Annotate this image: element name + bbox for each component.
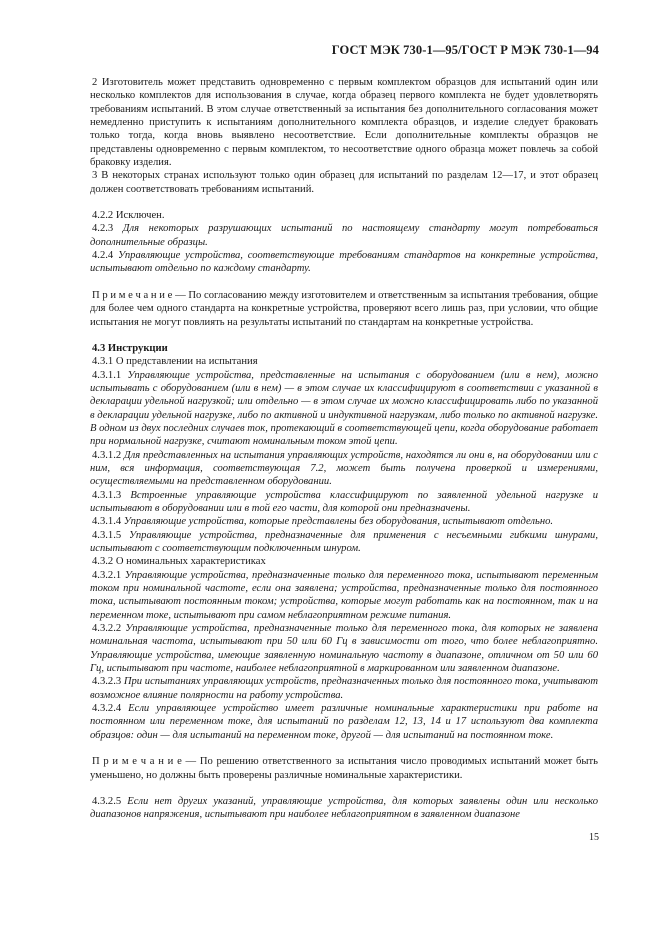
note-text: — По согласованию между изготовителем и ответственным за испытания требования, общие для более чем одного стандарта на конкретные устройства, проверяют всего лишь раз, при условии, что общие испытания не могут повлиять на результаты испытаний по стандартам на конкретные устройства. <box>90 289 598 328</box>
clause-number: 4.3.1.1 <box>92 369 122 381</box>
clause-4-2-4 <box>90 249 598 276</box>
clause-4-3-1-2 <box>90 449 598 489</box>
clause-text: Управляющие устройства, предназначенные для применения с несъемными гибкими шнурами, испытывают с соответствующим подключенным шнуром. <box>90 529 598 554</box>
clause-4-3-1-4 <box>90 515 598 528</box>
clause-text: Управляющие устройства, предназначенные только для переменного тока, испытывают переменным током при номинальной частоте, если она заявлена; устройства, предназначенные только для постоянного тока, испытывают постоянным током; устройства, которые могут работать как на постоянном, так и на переменном токе, испытывают при самом неблагоприятном режиме питания. <box>90 569 598 621</box>
clause-text: При испытаниях управляющих устройств, предназначенных только для постоянного тока, учитывают возможное влияние полярности на работу устройства. <box>90 676 598 701</box>
page-header: ГОСТ МЭК 730-1—95/ГОСТ Р МЭК 730-1—94 <box>331 43 599 57</box>
note-3: 3 В некоторых странах используют только один образец для испытаний по разделам 12—17, и этот образец должен соответствовать требованиям испытаний. <box>90 170 598 195</box>
clause-number: 4.2.4 <box>92 250 114 262</box>
clause-4-3-2-4 <box>90 702 598 742</box>
clause-text: Управляющие устройства, предназначенные только для переменного тока, для которых не заявлена номинальная частота, испытывают при 50 или 60 Гц в зависимости от того, что более неблагоприятно. Управляющие устройства, имеющие заявленную номинальную частоту в диапазоне, отличном от 50 или 60 Гц, испытывают при частоте, наиболее неблагоприятной в маркированном или заявленном диапазоне. <box>90 623 599 675</box>
clause-4-3-1-3 <box>90 489 598 516</box>
clause-number: 4.3.2.2 <box>92 623 122 635</box>
clause-number: 4.3.1.5 <box>92 529 122 541</box>
clause-4-3-2-2 <box>90 622 598 675</box>
clause-number: 4.3.1 <box>92 356 114 368</box>
clause-number: 4.3.1.3 <box>92 489 122 501</box>
clause-4-3-2-5 <box>90 795 598 822</box>
page-body <box>90 76 598 822</box>
section-4-3-title: 4.3 Инструкции <box>92 342 168 354</box>
note-text: — По решению ответственного за испытания число проводимых испытаний может быть уменьшено, но должны быть проверены различные номинальные характеристики. <box>90 756 598 781</box>
note-2: 2 Изготовитель может представить одновременно с первым комплектом образцов для испытаний один или несколько комплектов для использования в случае, когда образец первого комплекта не будет удовлетворять требованиям испытаний. В этом случае ответственный за испытания без дополнительного согласования может немедленно приступить к испытаниям дополнительного комплекта образцов, и изделие следует браковать только тогда, когда вновь выявлено несоответствие. Если дополнительные комплекты образцов не представлены одновременно с первым комплектом, то несоответствие одного образца может повлечь за собой браковку изделия. <box>90 77 598 169</box>
clause-number: 4.3.1.4 <box>92 516 122 528</box>
clause-4-3-2 <box>90 555 598 568</box>
clause-text: Для представленных на испытания управляющих устройств, находятся ли они в, на оборудовании или с ним, вся информация, соответствующая 7.2, может быть получена проверкой и измерениями, осуществляемыми на представленном оборудовании. <box>90 449 599 488</box>
clause-4-3-2-1 <box>90 569 598 622</box>
clause-text: Если нет других указаний, управляющие устройства, для которых заявлены один или несколько диапазонов напряжения, испытывают при наиболее неблагоприятном в заявленном диапазоне <box>90 795 598 821</box>
page-number: 15 <box>589 832 599 843</box>
clause-text: Управляющие устройства, которые представлены без оборудования, испытывают отдельно. <box>123 516 554 528</box>
clause-text: О номинальных характеристиках <box>115 556 266 568</box>
note-label: П р и м е ч а н и е <box>92 289 173 301</box>
clause-number: 4.3.2.5 <box>92 795 122 807</box>
clause-4-3-2-3 <box>90 675 598 702</box>
note-paragraph-2 <box>90 755 598 782</box>
clause-number: 4.2.2 <box>92 210 114 222</box>
note-label: П р и м е ч а н и е <box>92 756 182 768</box>
clause-text: Встроенные управляющие устройства классифицируют по заявленной удельной нагрузке и испытывают в оборудовании или в той его части, для которой они предназначены. <box>90 489 598 514</box>
clause-text: Управляющие устройства, соответствующие требованиям стандартов на конкретные устройства, испытывают отдельно по каждому стандарту. <box>90 250 598 275</box>
clause-text: Исключен. <box>115 210 165 222</box>
clause-number: 4.2.3 <box>92 223 114 235</box>
clause-number: 4.3.2.4 <box>92 703 122 715</box>
clause-number: 4.3.1.2 <box>92 449 122 461</box>
clause-4-2-2 <box>90 209 598 222</box>
clause-number: 4.3.2 <box>92 556 114 568</box>
clause-number: 4.3.2.1 <box>92 569 122 581</box>
clause-text: Управляющие устройства, представленные на испытания с оборудованием (или в нем), можно испытывать с оборудованием (или в нем) — в этом случае их классифицируют в соответствии с указанной в декларации удельной нагрузкой; или отдельно — в этом случае их можно классифицировать либо по указанной в декларации удельной нагрузке, либо по активной и индуктивной нагрузкам, либо только по активной нагрузке. В одном из двух последних случаев ток, протекающий в соответствующей цепи, когда оборудование работает при нормальной нагрузке, считают номинальным током этой цепи. <box>90 369 598 448</box>
clause-4-3-1-1 <box>90 369 598 449</box>
clause-text: О представлении на испытания <box>115 356 258 368</box>
clause-text: Для некоторых разрушающих испытаний по настоящему стандарту могут потребоваться дополнительные образцы. <box>90 223 598 248</box>
note-paragraph-1 <box>90 289 598 329</box>
clause-4-3-1-5 <box>90 529 598 556</box>
clause-number: 4.3.2.3 <box>92 676 122 688</box>
clause-4-2-3 <box>90 222 598 249</box>
clause-4-3-1 <box>90 355 598 368</box>
clause-text: Если управляющее устройство имеет различные номинальные характеристики при работе на постоянном или переменном токе, для испытаний по разделам 12, 13, 14 и 17 используют два комплекта образцов: один — для испытаний на переменном токе, другой — для испытаний на постоянном токе. <box>90 703 598 741</box>
